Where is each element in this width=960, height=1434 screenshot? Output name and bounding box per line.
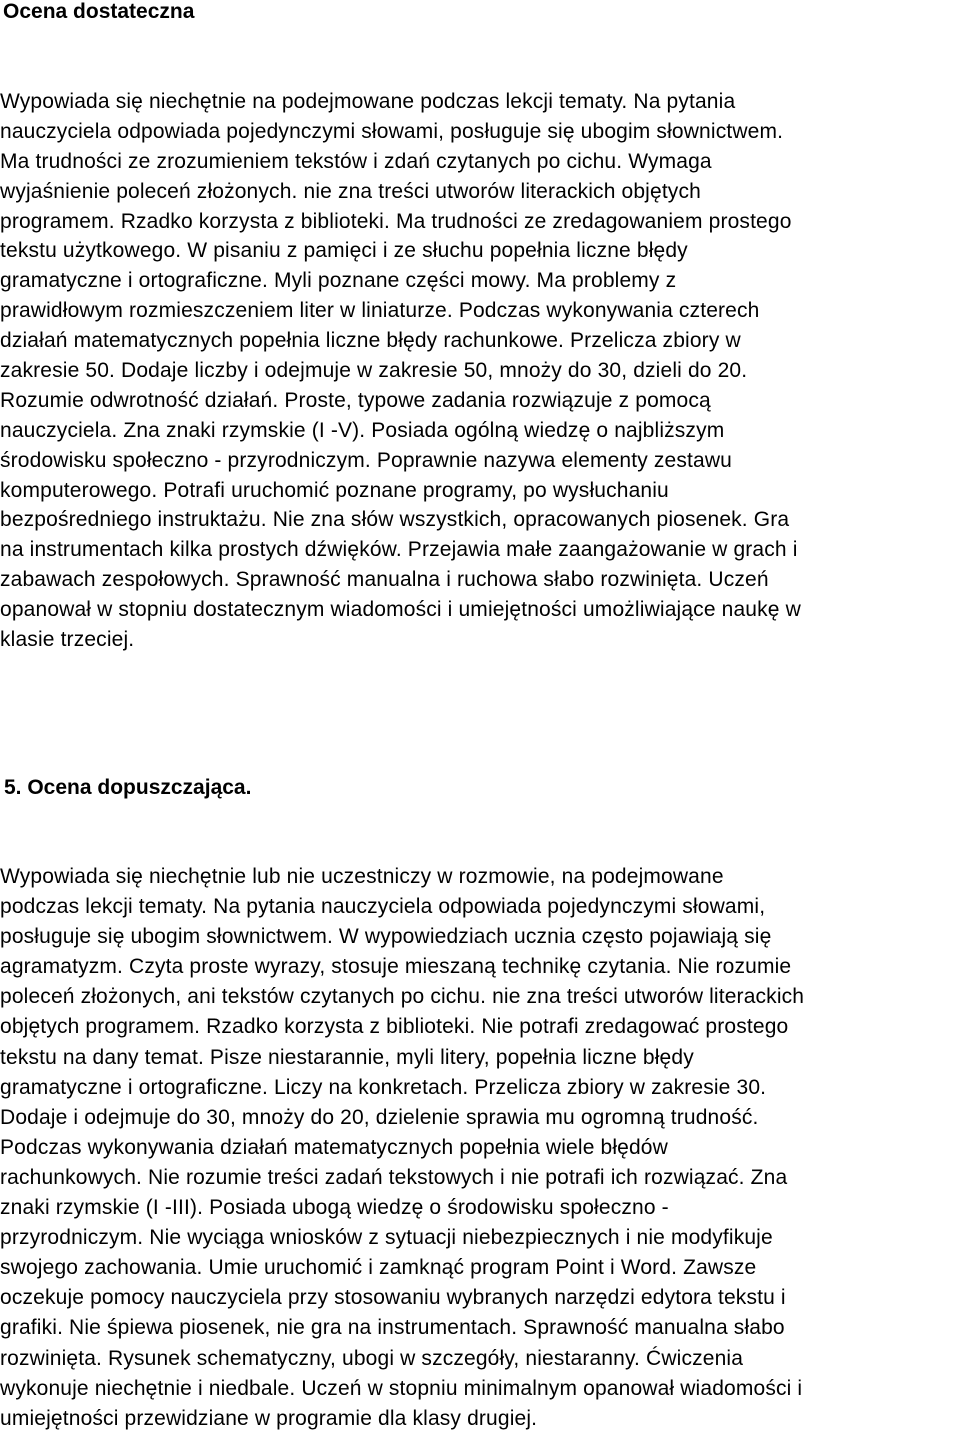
text-line: programem. Rzadko korzysta z biblioteki. Ma trudności ze zredagowaniem prostego xyxy=(0,209,792,233)
text-line: prawidłowym rozmieszczeniem liter w liniaturze. Podczas wykonywania czterech xyxy=(0,299,760,323)
text-line: agramatyzm. Czyta proste wyrazy, stosuje mieszaną technikę czytania. Nie rozumie xyxy=(0,955,792,979)
text-line: klasie trzeciej. xyxy=(0,628,135,652)
text-line: zakresie 50. Dodaje liczby i odejmuje w zakresie 50, mnoży do 30, dzieli do 20. xyxy=(0,359,748,383)
text-line: gramatyczne i ortograficzne. Liczy na konkretach. Przelicza zbiory w zakresie 30. xyxy=(0,1075,767,1099)
text-line: grafiki. Nie śpiewa piosenek, nie gra na instrumentach. Sprawność manualna słabo xyxy=(0,1316,785,1340)
text-line: komputerowego. Potrafi uruchomić poznane programy, po wysłuchaniu xyxy=(0,478,669,502)
text-line: umiejętności przewidziane w programie dla klasy drugiej. xyxy=(0,1406,538,1430)
text-line: swojego zachowania. Umie uruchomić i zamknąć program Point i Word. Zawsze xyxy=(0,1256,757,1280)
text-line: bezpośredniego instruktażu. Nie zna słów wszystkich, opracowanych piosenek. Gra xyxy=(0,508,790,532)
text-line: przyrodniczym. Nie wyciąga wniosków z sytuacji niebezpiecznych i nie modyfikuje xyxy=(0,1226,773,1250)
text-line: Podczas wykonywania działań matematycznych popełnia wiele błędów xyxy=(0,1135,668,1159)
text-line: nauczyciela. Zna znaki rzymskie (I -V). Posiada ogólną wiedzę o najbliższym xyxy=(0,418,725,442)
section-heading-dopuszczajaca: 5. Ocena dopuszczająca. xyxy=(4,776,252,799)
text-line: objętych programem. Rzadko korzysta z biblioteki. Nie potrafi zredagować prostego xyxy=(0,1015,789,1039)
text-line: na instrumentach kilka prostych dźwięków. Przejawia małe zaangażowanie w grach i xyxy=(0,538,798,562)
text-line: rozwinięta. Rysunek schematyczny, ubogi w szczegóły, niestaranny. Ćwiczenia xyxy=(0,1346,744,1370)
text-line: wyjaśnienie poleceń złożonych. nie zna treści utworów literackich objętych xyxy=(0,179,701,203)
text-line: znaki rzymskie (I -III). Posiada ubogą wiedzę o środowisku społeczno - xyxy=(0,1196,669,1220)
text-line: nauczyciela odpowiada pojedynczymi słowami, posługuje się ubogim słownictwem. xyxy=(0,119,784,143)
text-line: Wypowiada się niechętnie na podejmowane podczas lekcji tematy. Na pytania xyxy=(0,90,736,113)
section-body-dopuszczajaca xyxy=(0,862,804,1434)
section-heading-dostateczna: Ocena dostateczna xyxy=(3,0,195,23)
text-line: rachunkowych. Nie rozumie treści zadań tekstowych i nie potrafi ich rozwiązać. Zna xyxy=(0,1165,788,1189)
text-line: wykonuje niechętnie i niedbale. Uczeń w stopniu minimalnym opanował wiadomości i xyxy=(0,1376,803,1400)
section-body-dostateczna xyxy=(0,87,801,655)
text-line: tekstu użytkowego. W pisaniu z pamięci i ze słuchu popełnia liczne błędy xyxy=(0,239,688,263)
text-line: tekstu na dany temat. Pisze niestarannie, myli litery, popełnia liczne błędy xyxy=(0,1045,694,1069)
text-line: Dodaje i odejmuje do 30, mnoży do 20, dzielenie sprawia mu ogromną trudność. xyxy=(0,1105,759,1129)
text-line: poleceń złożonych, ani tekstów czytanych po cichu. nie zna treści utworów literackich xyxy=(0,985,805,1009)
text-line: gramatyczne i ortograficzne. Myli poznane części mowy. Ma problemy z xyxy=(0,269,677,293)
text-line: opanował w stopniu dostatecznym wiadomości i umiejętności umożliwiające naukę w xyxy=(0,598,801,622)
text-line: Ma trudności ze zrozumieniem tekstów i zdań czytanych po cichu. Wymaga xyxy=(0,149,712,173)
text-line: oczekuje pomocy nauczyciela przy stosowaniu wybranych narzędzi edytora tekstu i xyxy=(0,1286,786,1310)
text-line: Wypowiada się niechętnie lub nie uczestniczy w rozmowie, na podejmowane xyxy=(0,865,724,888)
text-line: zabawach zespołowych. Sprawność manualna i ruchowa słabo rozwinięta. Uczeń xyxy=(0,568,769,592)
text-line: działań matematycznych popełnia liczne błędy rachunkowe. Przelicza zbiory w xyxy=(0,329,741,353)
text-line: posługuje się ubogim słownictwem. W wypowiedziach ucznia często pojawiają się xyxy=(0,925,772,949)
text-line: środowisku społeczno - przyrodniczym. Poprawnie nazywa elementy zestawu xyxy=(0,448,732,472)
text-line: podczas lekcji tematy. Na pytania nauczyciela odpowiada pojedynczymi słowami, xyxy=(0,895,766,919)
text-line: Rozumie odwrotność działań. Proste, typowe zadania rozwiązuje z pomocą xyxy=(0,388,711,412)
